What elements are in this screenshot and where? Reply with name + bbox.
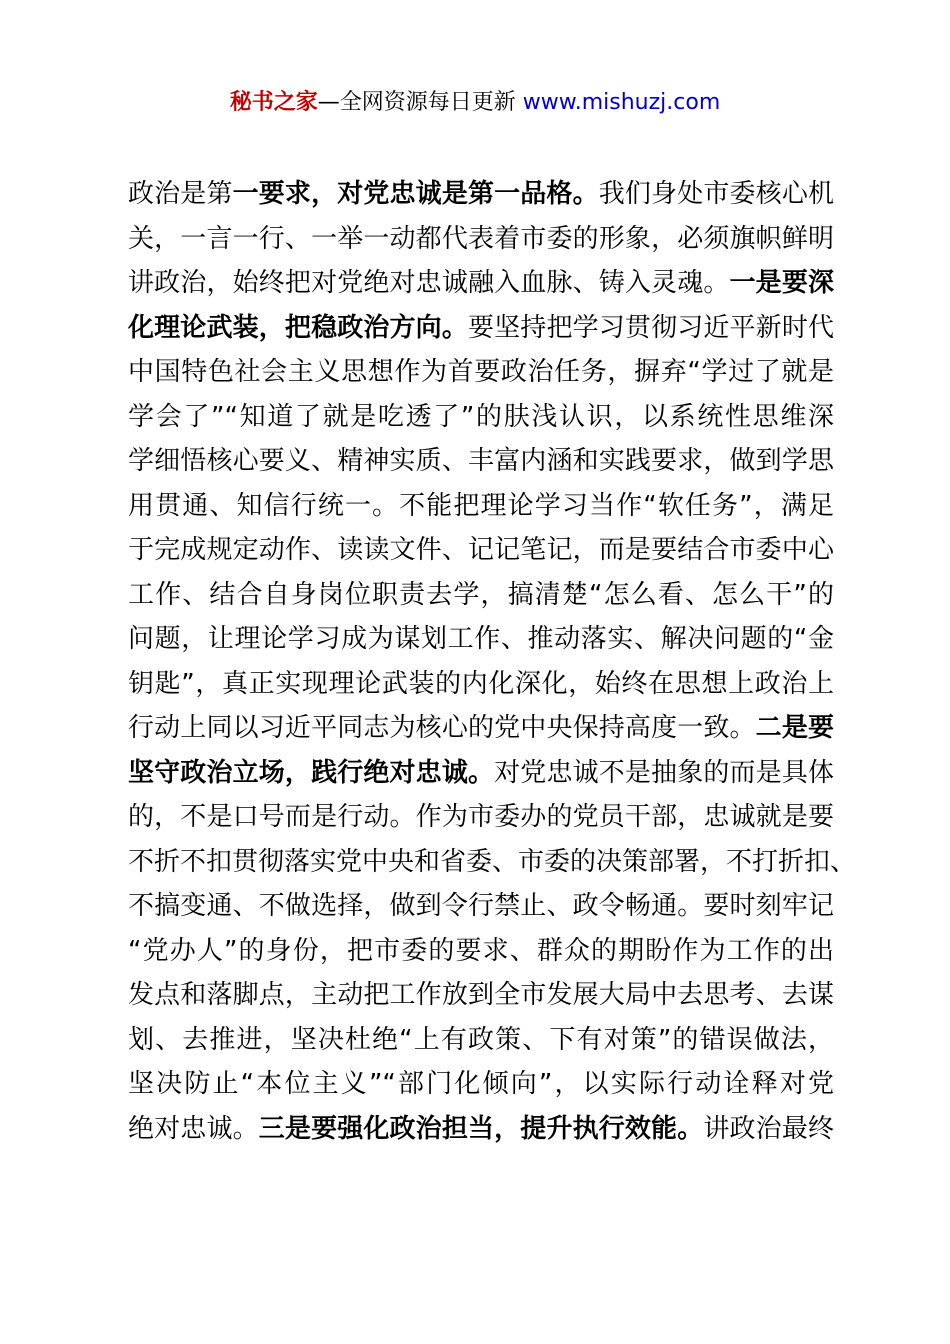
text-segment: 不搞变通、不做选择，做到令行禁止、政令畅通。要时刻牢记 (128, 891, 834, 921)
text-line (128, 840, 857, 885)
bold-text-segment: 化理论武装，把稳政治方向。 (128, 312, 468, 343)
text-line (128, 929, 834, 974)
text-line (128, 350, 834, 395)
text-segment: 学细悟核心要义、精神实质、丰富内涵和实践要求，做到学思 (128, 446, 834, 476)
text-segment: 划、去推进，坚决杜绝“上有政策、下有对策”的错误做法， (128, 1024, 834, 1055)
text-line (128, 172, 834, 217)
text-segment: 要坚持把学习贯彻习近平新时代 (468, 312, 834, 343)
bold-text-segment: 二是要 (755, 713, 834, 743)
text-segment: 我们身处市委核心机 (598, 179, 834, 209)
text-segment: 坚决防止“本位主义”“部门化倾向”，以实际行动诠释对党 (128, 1069, 834, 1099)
text-line (128, 484, 834, 529)
site-url-link[interactable]: www.mishuzj.com (522, 90, 721, 115)
text-segment: 行动上同以习近平同志为核心的党中央保持高度一致。 (128, 713, 756, 743)
text-segment: 对党忠诚不是抽象的而是具体 (494, 757, 834, 788)
text-line (128, 217, 834, 262)
text-line (128, 395, 834, 440)
text-line (128, 573, 834, 618)
text-segment: 工作、结合自身岗位职责去学，搞清楚“怎么看、怎么干”的 (128, 579, 834, 610)
text-segment: 绝对忠诚。 (128, 1113, 259, 1144)
text-line (128, 261, 834, 306)
text-segment: 学会了”“知道了就是吃透了”的肤浅认识，以系统性思维深 (128, 401, 834, 432)
text-line (128, 795, 834, 840)
text-line (128, 1107, 834, 1152)
text-line (128, 1062, 834, 1107)
text-segment: 中国特色社会主义思想作为首要政治任务，摒弃“学过了就是 (128, 357, 834, 387)
text-line (128, 306, 834, 351)
bold-text-segment: 一是要深 (729, 268, 834, 298)
text-line (128, 1018, 834, 1063)
text-line (128, 973, 834, 1018)
text-segment: “党办人”的身份，把市委的要求、群众的期盼作为工作的出 (128, 935, 834, 966)
brand-name: 秘书之家 (229, 90, 318, 115)
text-segment: 不折不扣贯彻落实党中央和省委、市委的决策部署，不打折扣、 (128, 846, 857, 877)
text-line (128, 884, 834, 929)
bold-text-segment: 坚守政治立场，践行绝对忠诚。 (128, 757, 495, 788)
bold-text-segment: 一要求，对党忠诚是第一品格。 (232, 179, 599, 209)
document-body (128, 172, 857, 1151)
text-line (128, 617, 834, 662)
text-line (128, 528, 834, 573)
text-segment: 于完成规定动作、读读文件、记记笔记，而是要结合市委中心 (128, 535, 834, 565)
text-segment: 钥匙”，真正实现理论武装的内化深化，始终在思想上政治上 (128, 668, 834, 699)
text-segment: 发点和落脚点，主动把工作放到全市发展大局中去思考、去谋 (128, 980, 834, 1010)
text-segment: 政治是第 (128, 179, 233, 209)
text-segment: 关，一言一行、一举一动都代表着市委的形象，必须旗帜鲜明 (128, 223, 834, 254)
text-line (128, 706, 834, 751)
text-line (128, 662, 834, 707)
text-segment: 讲政治，始终把对党绝对忠诚融入血脉、铸入灵魂。 (128, 268, 730, 298)
text-segment: 问题，让理论学习成为谋划工作、推动落实、解决问题的“金 (128, 624, 834, 654)
text-line (128, 439, 834, 484)
text-segment: 讲政治最终 (703, 1113, 834, 1144)
bold-text-segment: 三是要强化政治担当，提升执行效能。 (258, 1113, 704, 1144)
text-line (128, 751, 834, 796)
text-segment: 的，不是口号而是行动。作为市委办的党员干部，忠诚就是要 (128, 802, 834, 832)
header-tagline: —全网资源每日更新 (317, 90, 516, 115)
text-segment: 用贯通、知信行统一。不能把理论学习当作“软任务”，满足 (128, 490, 834, 521)
site-header (0, 88, 950, 118)
